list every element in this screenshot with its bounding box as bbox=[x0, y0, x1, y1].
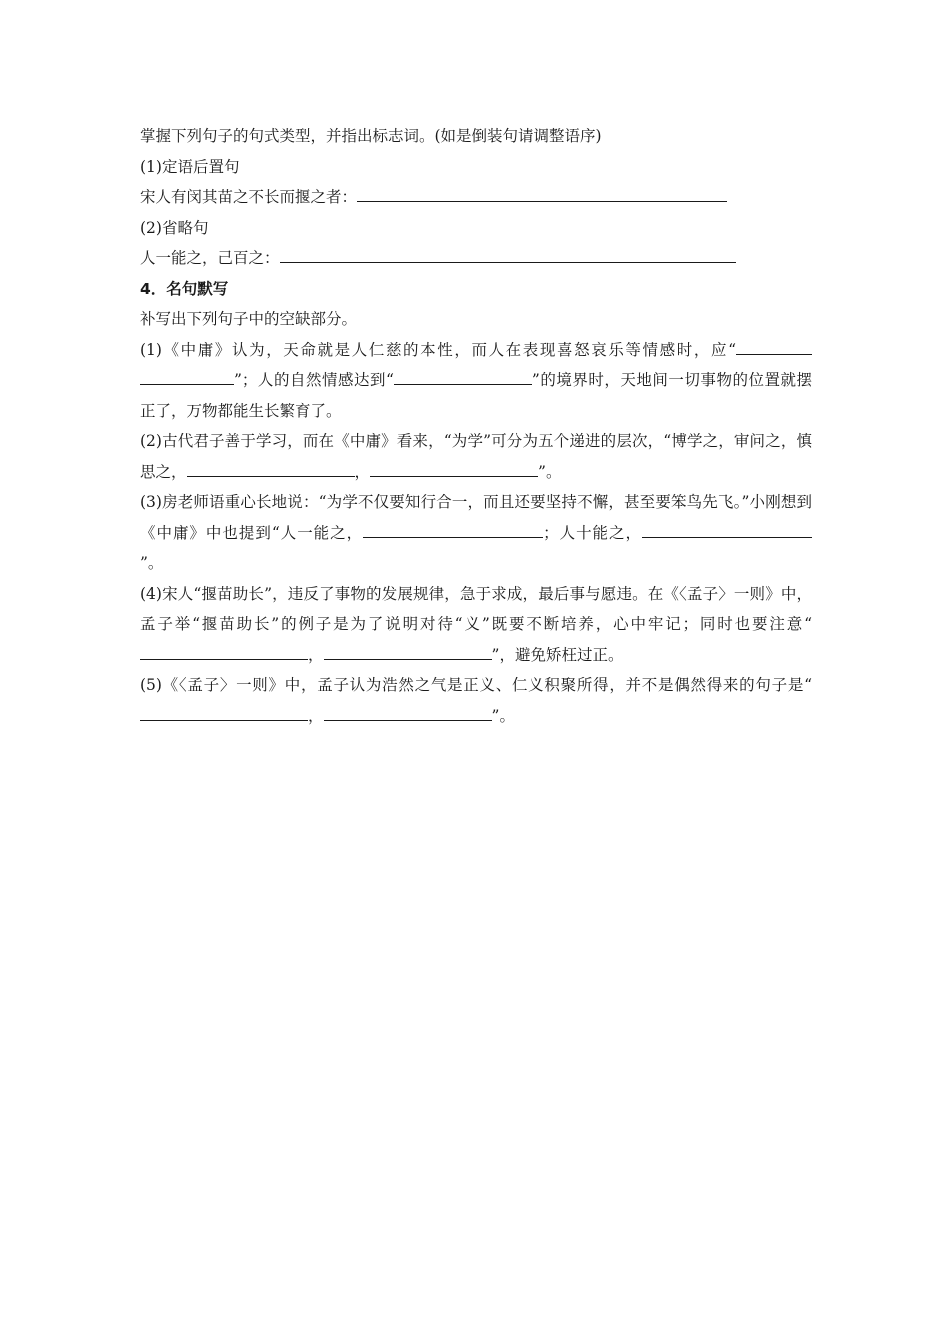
question-1 bbox=[140, 335, 812, 427]
item2-label: (2)省略句 bbox=[140, 218, 209, 237]
item1-sentence: 宋人有闵其苗之不长而揠之者： bbox=[140, 188, 358, 206]
q2-blank-1[interactable] bbox=[187, 460, 355, 477]
q4-text-a: (4)宋人“揠苗助长”，违反了事物的发展规律，急于求成，最后事与愿违。在《〈孟子〉一则》中，孟子举“揠苗助长”的例子是为了说明对待“义”既要不断培养，心中牢记；同时也要注意“ bbox=[140, 584, 812, 633]
q5-blank-2[interactable] bbox=[324, 704, 492, 721]
q2-blank-2[interactable] bbox=[370, 460, 538, 477]
q1-text-c: ”的境界时，天地间一切事物的位置就摆正了，万物都能生长繁育了。 bbox=[140, 371, 812, 420]
item2-sentence: 人一能之，己百之： bbox=[140, 249, 280, 267]
item1-label: (1)定语后置句 bbox=[140, 157, 240, 176]
q3-blank-2a[interactable] bbox=[642, 521, 676, 538]
q4-blank-1[interactable] bbox=[140, 643, 308, 660]
q1-text-b: ”；人的自然情感达到“ bbox=[234, 371, 394, 389]
question-2 bbox=[140, 426, 812, 487]
q4-text-end: ”，避免矫枉过正。 bbox=[491, 645, 624, 664]
q5-blank-1[interactable] bbox=[140, 704, 308, 721]
q4-separator: ， bbox=[308, 645, 324, 664]
item2-answer-blank[interactable] bbox=[280, 246, 736, 263]
q5-text-end: ”。 bbox=[491, 706, 515, 725]
item2-row bbox=[140, 243, 812, 274]
q1-blank-2[interactable] bbox=[394, 368, 532, 385]
worksheet-page bbox=[140, 121, 812, 731]
q3-text-a: (3)房老师语重心长地说：“为学不仅要知行合一，而且还要坚持不懈，甚至要笨鸟先飞。”小刚想到《中庸》中也提到“人一能之， bbox=[140, 493, 812, 542]
q2-text-a: (2)古代君子善于学习，而在《中庸》看来，“为学”可分为五个递进的层次，“博学之，审问之，慎思之， bbox=[140, 432, 812, 481]
question-4 bbox=[140, 579, 812, 671]
q5-text-a: (5)《〈孟子〉一则》中，孟子认为浩然之气是正义、仁义积聚所得，并不是偶然得来的句子是“ bbox=[140, 676, 812, 694]
question-5 bbox=[140, 670, 812, 731]
q3-blank-1[interactable] bbox=[363, 521, 543, 538]
q1-blank-1b[interactable] bbox=[140, 368, 234, 385]
question-3 bbox=[140, 487, 812, 579]
q2-separator: ， bbox=[354, 462, 371, 481]
item1-answer-blank[interactable] bbox=[357, 185, 727, 202]
section4-instruction: 补写出下列句子中的空缺部分。 bbox=[140, 310, 358, 328]
section4-heading: 4．名句默写 bbox=[140, 279, 229, 298]
q1-text-a: (1)《中庸》认为，天命就是人仁慈的本性，而人在表现喜怒哀乐等情感时，应“ bbox=[140, 340, 736, 359]
q3-blank-2b[interactable] bbox=[676, 521, 812, 538]
q1-blank-1a[interactable] bbox=[736, 338, 812, 355]
q3-text-b: ；人十能之， bbox=[543, 523, 642, 542]
q5-separator: ， bbox=[308, 706, 324, 725]
sentence-pattern-instruction: 掌握下列句子的句式类型，并指出标志词。(如是倒装句请调整语序) bbox=[140, 127, 602, 145]
q4-blank-2[interactable] bbox=[324, 643, 492, 660]
q2-text-end: ”。 bbox=[538, 462, 562, 481]
item1-row bbox=[140, 182, 812, 213]
q3-text-end: ”。 bbox=[140, 554, 164, 572]
